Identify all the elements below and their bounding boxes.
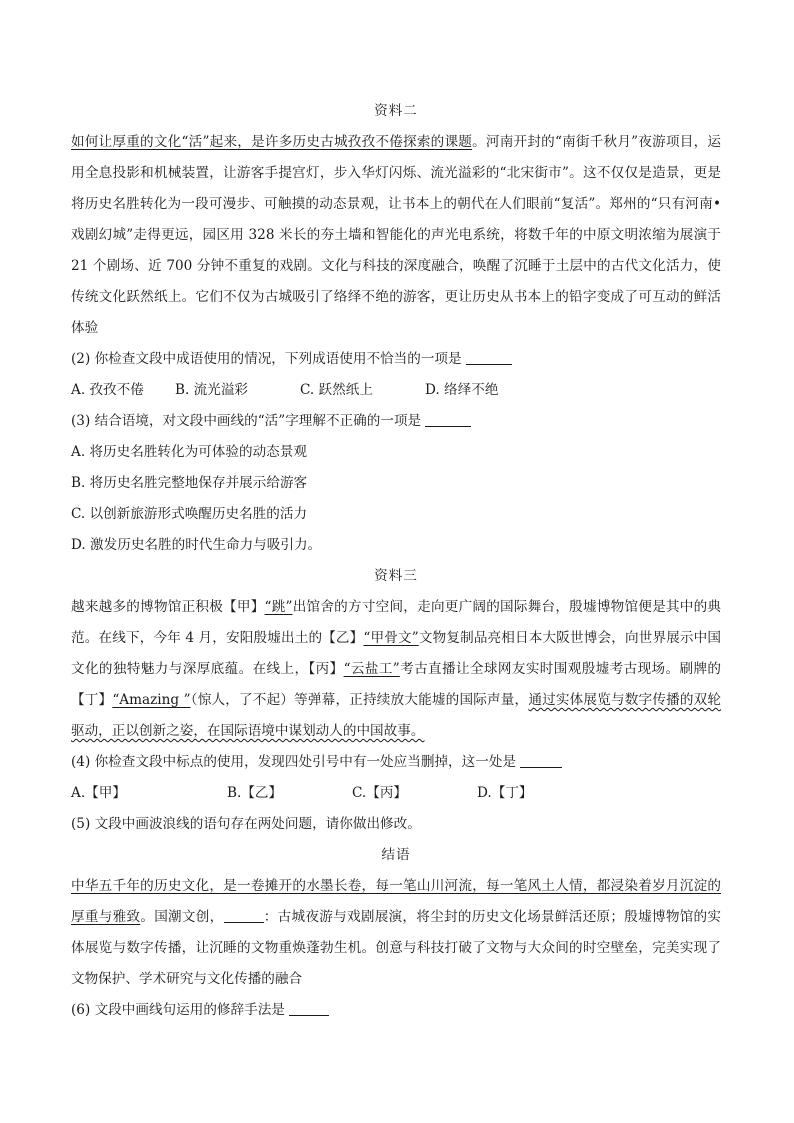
question-2-options: [71, 375, 721, 406]
question-6: [71, 995, 721, 1026]
option-c[interactable]: C. 跃然纸上: [300, 382, 373, 398]
quote-jia: “跳”: [264, 599, 293, 615]
text-run: 文物复制品亮相日本大阪世博会，向世界展示中国文化的独特魅力与深厚底蕴。在线上，【丙】: [71, 630, 722, 677]
quote-bing: “云盐工”: [343, 661, 400, 677]
question-6-text: (6) 文段中画线句运用的修辞手法是: [71, 1002, 285, 1018]
question-2-text: (2) 你检查文段中成语使用的情况，下列成语使用不恰当的一项是: [71, 351, 462, 367]
option-d[interactable]: D.【丁】: [477, 785, 533, 801]
section-heading-3: 资料三: [374, 568, 418, 584]
question-5: (5) 文段中画波浪线的语句存在两处问题，请你做出修改。: [71, 816, 421, 832]
question-4: [71, 747, 721, 778]
option-c[interactable]: C.【丙】: [352, 785, 408, 801]
text-run: ：古城夜游与戏剧展演，将尘封的历史文化场景鲜活还原；殷墟博物馆的实体展览与数字传播，让沉睡的文物重焕蓬勃生机。创意与科技打破了文物与大众间的时空壁垒，完美实现了文物保护、学术研究与文化传播的融合: [71, 909, 722, 987]
wavy-sentence: 通过实体展览与数字传播的双轮驱动，正以创新之姿，在国际语境中谋划动人的中国故事。: [71, 692, 722, 739]
answer-blank[interactable]: [520, 753, 562, 768]
question-4-options: [71, 778, 721, 809]
underlined-sentence: 中华五千年的历史文化，是一卷摊开的水墨长卷，每一笔山川河流，每一笔风土人情，都浸染着岁月沉淀的厚重与雅致: [71, 878, 721, 925]
q3-option-c[interactable]: C. 以创新旅游形式唤醒历史名胜的活力: [71, 506, 308, 522]
question-3-text: (3) 结合语境，对文段中画线的“活”字理解不正确的一项是: [71, 413, 422, 429]
exam-page: [71, 96, 721, 1026]
option-a[interactable]: A. 孜孜不倦: [71, 382, 144, 398]
question-3: [71, 406, 721, 437]
section-heading-conclusion: 结语: [381, 847, 411, 863]
option-a[interactable]: A.【甲】: [71, 785, 126, 801]
answer-blank[interactable]: [466, 350, 512, 365]
passage-3: [71, 592, 721, 747]
text-run: 出馆舍的方寸空间，走向更广阔的国际舞台，殷墟博物馆便是其中的典范。在线下，今年 4 月，安阳殷墟出土的【乙】: [71, 599, 721, 646]
text-run: 越来越多的博物馆正积极【甲】: [71, 599, 265, 615]
q3-option-b[interactable]: B. 将历史名胜完整地保存并展示给游客: [71, 475, 308, 491]
q3-option-d[interactable]: D. 激发历史名胜的时代生命力与吸引力。: [71, 537, 322, 553]
answer-blank[interactable]: [289, 1001, 329, 1016]
question-4-text: (4) 你检查文段中标点的使用，发现四处引号中有一处应当删掉，这一处是: [71, 754, 516, 770]
option-d[interactable]: D. 络绎不绝: [425, 382, 499, 398]
passage-conclusion: [71, 871, 721, 995]
section-heading-2: 资料二: [374, 103, 418, 119]
passage-2: [71, 127, 721, 344]
fill-blank[interactable]: [224, 908, 264, 923]
underlined-sentence: 如何让厚重的文化“活”起来，是许多历史古城孜孜不倦探索的课题: [71, 134, 473, 150]
text-run: 。国潮文创，: [140, 909, 224, 925]
question-2: [71, 344, 721, 375]
option-b[interactable]: B. 流光溢彩: [175, 382, 249, 398]
passage-2-text: 。河南开封的“南街千秋月”夜游项目，运用全息投影和机械装置，让游客手提宫灯，步入华灯闪烁、流光溢彩的“北宋街市”。这不仅仅是造景，更是将历史名胜转化为一段可漫步、可触摸的动态景观，让书本上的朝代在人们眼前“复活”。郑州的“只有河南•戏剧幻城”走得更远，园区用 328 米长的夯土墙和智能化的声光电系统，将数千年的中原文明浓缩为展演于 21 个剧场、近 700 分钟不重复的戏剧。文化与科技的深度融合，唤醒了沉睡于土层中的古代文化活力，使传统文化跃然纸上。它们不仅为古城吸引了络绎不绝的游客，更让历史从书本上的铅字变成了可互动的鲜活体验: [71, 134, 721, 336]
text-run: 考古直播让全球网友实时围观殷墟考古现场。刷牌的【丁】: [71, 661, 722, 708]
quote-ding: “Amazing ”: [112, 692, 191, 708]
q3-option-a[interactable]: A. 将历史名胜转化为可体验的动态景观: [71, 444, 307, 460]
answer-blank[interactable]: [425, 412, 471, 427]
quote-yi: “甲骨文”: [363, 630, 419, 646]
option-b[interactable]: B.【乙】: [227, 785, 283, 801]
text-run: （惊人，了不起）等弹幕，正持续放大能墟的国际声量，: [190, 692, 529, 708]
